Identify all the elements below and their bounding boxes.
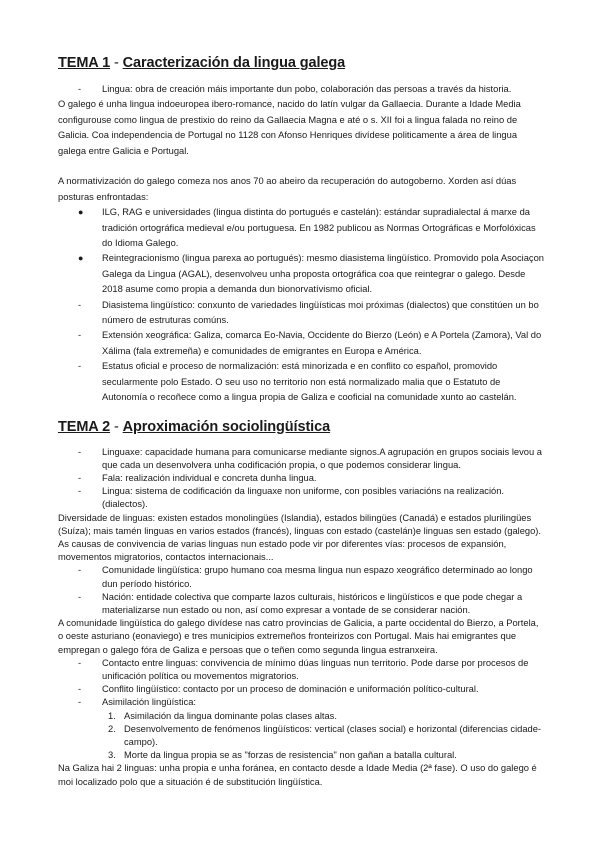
dash-marker: - [78, 591, 82, 602]
item-text: Contacto entre linguas: convivencia de mínimo dúas linguas nun territorio. Pode darse por procesos de unificación política ou movementos migratorios. [102, 657, 529, 681]
item-text: Fala: realización individual e concreta dunha lingua. [102, 472, 317, 483]
dash-marker: - [78, 565, 82, 576]
number-marker: 2. [108, 723, 116, 734]
list-item [58, 696, 544, 709]
item-text: Morte da lingua propia se as "forzas de resistencia" non gañan a batalla cultural. [124, 750, 457, 761]
dash-marker: - [78, 84, 82, 94]
tema2-heading-title: Aproximación sociolingüística [122, 418, 331, 435]
list-item [58, 723, 544, 749]
dash-marker: - [78, 657, 82, 668]
list-item [58, 205, 544, 251]
list-item [58, 591, 544, 617]
bullet-marker: ● [78, 253, 84, 264]
list-item [58, 328, 544, 359]
list-item [58, 710, 544, 723]
dash-marker: - [78, 361, 82, 372]
list-item [58, 472, 544, 485]
item-text: Desenvolvemento de fenómenos lingüísticos: vertical (clases social) e horizontal (diferencias cidade-campo). [124, 723, 542, 747]
item-text: Lingua: sistema de codificación da linguaxe non uniforme, con posibles variacións na realización. (dialectos). [102, 486, 505, 510]
item-text: Reintegracionismo (lingua parexa ao portugués): mesmo diasistema lingüístico. Promovido pola Asociaçon Galega da Lingua (AGAL), desenvolveu unha proposta ortográfica coa que reintegrar o galego. Desde 2018 asume como propia a demanda dun bionorvatívismo oficial. [102, 253, 544, 295]
tema1-dash-list [58, 298, 544, 406]
item-text: Conflito lingüístico: contacto por un proceso de dominación e uniformación político-cultural. [102, 684, 479, 695]
tema1-normativizacion: A normativización do galego comeza nos anos 70 ao abeiro da recuperación do autogoberno. Xorden así dúas posturas enfrontadas: [58, 176, 517, 202]
dash-marker: - [78, 472, 82, 483]
tema2-numbered-list [58, 710, 544, 763]
tema2-heading [58, 418, 544, 436]
list-item [58, 564, 544, 590]
list-item [58, 749, 544, 762]
item-text: Comunidade lingüística: grupo humano coa mesma lingua nun espazo xeográfico determinado ao longo dun período histórico. [102, 565, 533, 589]
list-item [58, 446, 544, 472]
tema2-list-a [58, 446, 544, 512]
number-marker: 1. [108, 710, 116, 721]
tema2-heading-sep: - [110, 418, 123, 435]
bullet-marker: ● [78, 207, 84, 218]
tema1-intro-paragraph: O galego é unha lingua indoeuropea ibero-romance, nacido do latín vulgar da Gallaecia. Durante a Idade Media configurouse como lingua de prestixio do reino da Gallaecia Magna e até o s. XII foi a lingua falada no reino de Galicia. Coa independencia de Portugal no 1128 con Afonso Henriques divídese politicamente a área de lingua galega entre Galicia e Portugal. [58, 99, 521, 156]
item-text: Lingua: obra de creación máis importante dun pobo, colaboración das persoas a través da historia. [102, 84, 512, 94]
tema2-conclusion: Na Galiza hai 2 linguas: unha propia e unha foránea, en contacto desde a Idade Media (2ª fase). O uso do galego é moi localizado polo que a situación é de substitución lingüística. [58, 763, 537, 787]
tema2-list-c [58, 657, 544, 710]
item-text: Asimilación da lingua dominante polas clases altas. [124, 710, 337, 721]
dash-marker: - [78, 330, 82, 341]
dash-marker: - [78, 486, 82, 497]
tema1-bullet-list [58, 205, 544, 297]
dash-marker: - [78, 697, 82, 708]
tema2-diversidade: Diversidade de linguas: existen estados monolingües (Islandia), estados bilingües (Canadá) e estados plurilingües (Suíza); mais tamén linguas en varios estados (francés), linguas con estado (castelán)e linguas sen estado (galego). [58, 512, 542, 536]
list-item [58, 82, 544, 97]
item-text: Estatus oficial e proceso de normalización: está minorizada e en conflito co español, promovido secularmente polo Estado. O seu uso no territorio non está normalizado malia que o Estatuto de Autonomía o recoñece como a lingua propia de Galiza e cooficial na comunidade xunto ao castelán. [102, 361, 517, 403]
tema1-heading-sep: - [110, 55, 123, 71]
list-item [58, 485, 544, 511]
item-text: Extensión xeográfica: Galiza, comarca Eo-Navia, Occidente do Bierzo (León) e A Portela (Zamora), Val do Xálima (fala extremeña) e comunidades de emigrantes en Europa e América. [102, 330, 542, 356]
list-item [58, 657, 544, 683]
dash-marker: - [78, 446, 82, 457]
tema2-comunidade-galego: A comunidade lingüística do galego divídese nas catro provincias de Galicia, a parte occidental do Bierzo, a Portela, o oeste asturiano (eonaviego) e tres municipios extremeños fronteirizos con Portugal. Mais hai emigrantes que empregan o galego fóra de Galiza e persoas que o teñen como segunda lingua estranxeira. [58, 618, 539, 655]
item-text: Nación: entidade colectiva que comparte lazos culturais, históricos e lingüísticos e que pode chegar a materializarse nun estado ou non, así como expresar a vontade de se considerar nación. [102, 591, 523, 615]
item-text: Linguaxe: capacidade humana para comunicarse mediante signos.A agrupación en grupos sociais levou a que cada un desenvolvera unha codificación propia, o que podemos considerar lingua. [102, 446, 542, 470]
tema2-list-b [58, 564, 544, 617]
tema2-heading-prefix: TEMA 2 [58, 418, 111, 435]
item-text: ILG, RAG e universidades (lingua distinta do portugués e castelán): estándar supradialectal á marxe da tradición ortográfica medieval e/ou portuguesa. En 1982 publicou as Normas Ortográficas e Morfolóxicas do Idioma Galego. [102, 207, 536, 249]
tema2-causas: As causas de convivencia de varias linguas nun estado pode vir por diferentes vías: procesos de expansión, movementos migratorios, contactos internacionais... [58, 538, 507, 563]
tema1-intro-list [58, 82, 544, 97]
list-item [58, 359, 544, 405]
tema1-heading-title: Caracterización da lingua galega [122, 55, 346, 71]
dash-marker: - [78, 684, 82, 695]
item-text: Diasistema lingüístico: conxunto de variedades lingüísticas moi próximas (dialectos) que constitúen un bo número de estruturas comúns. [102, 299, 539, 326]
tema2-body [58, 446, 544, 789]
spacer [58, 159, 544, 174]
list-item [58, 683, 544, 696]
item-text: Asimilación lingüística: [102, 697, 196, 708]
list-item [58, 298, 544, 329]
tema1-heading-prefix: TEMA 1 [58, 55, 111, 71]
dash-marker: - [78, 299, 82, 310]
tema1-heading [58, 54, 544, 72]
list-item [58, 251, 544, 297]
number-marker: 3. [108, 750, 116, 761]
